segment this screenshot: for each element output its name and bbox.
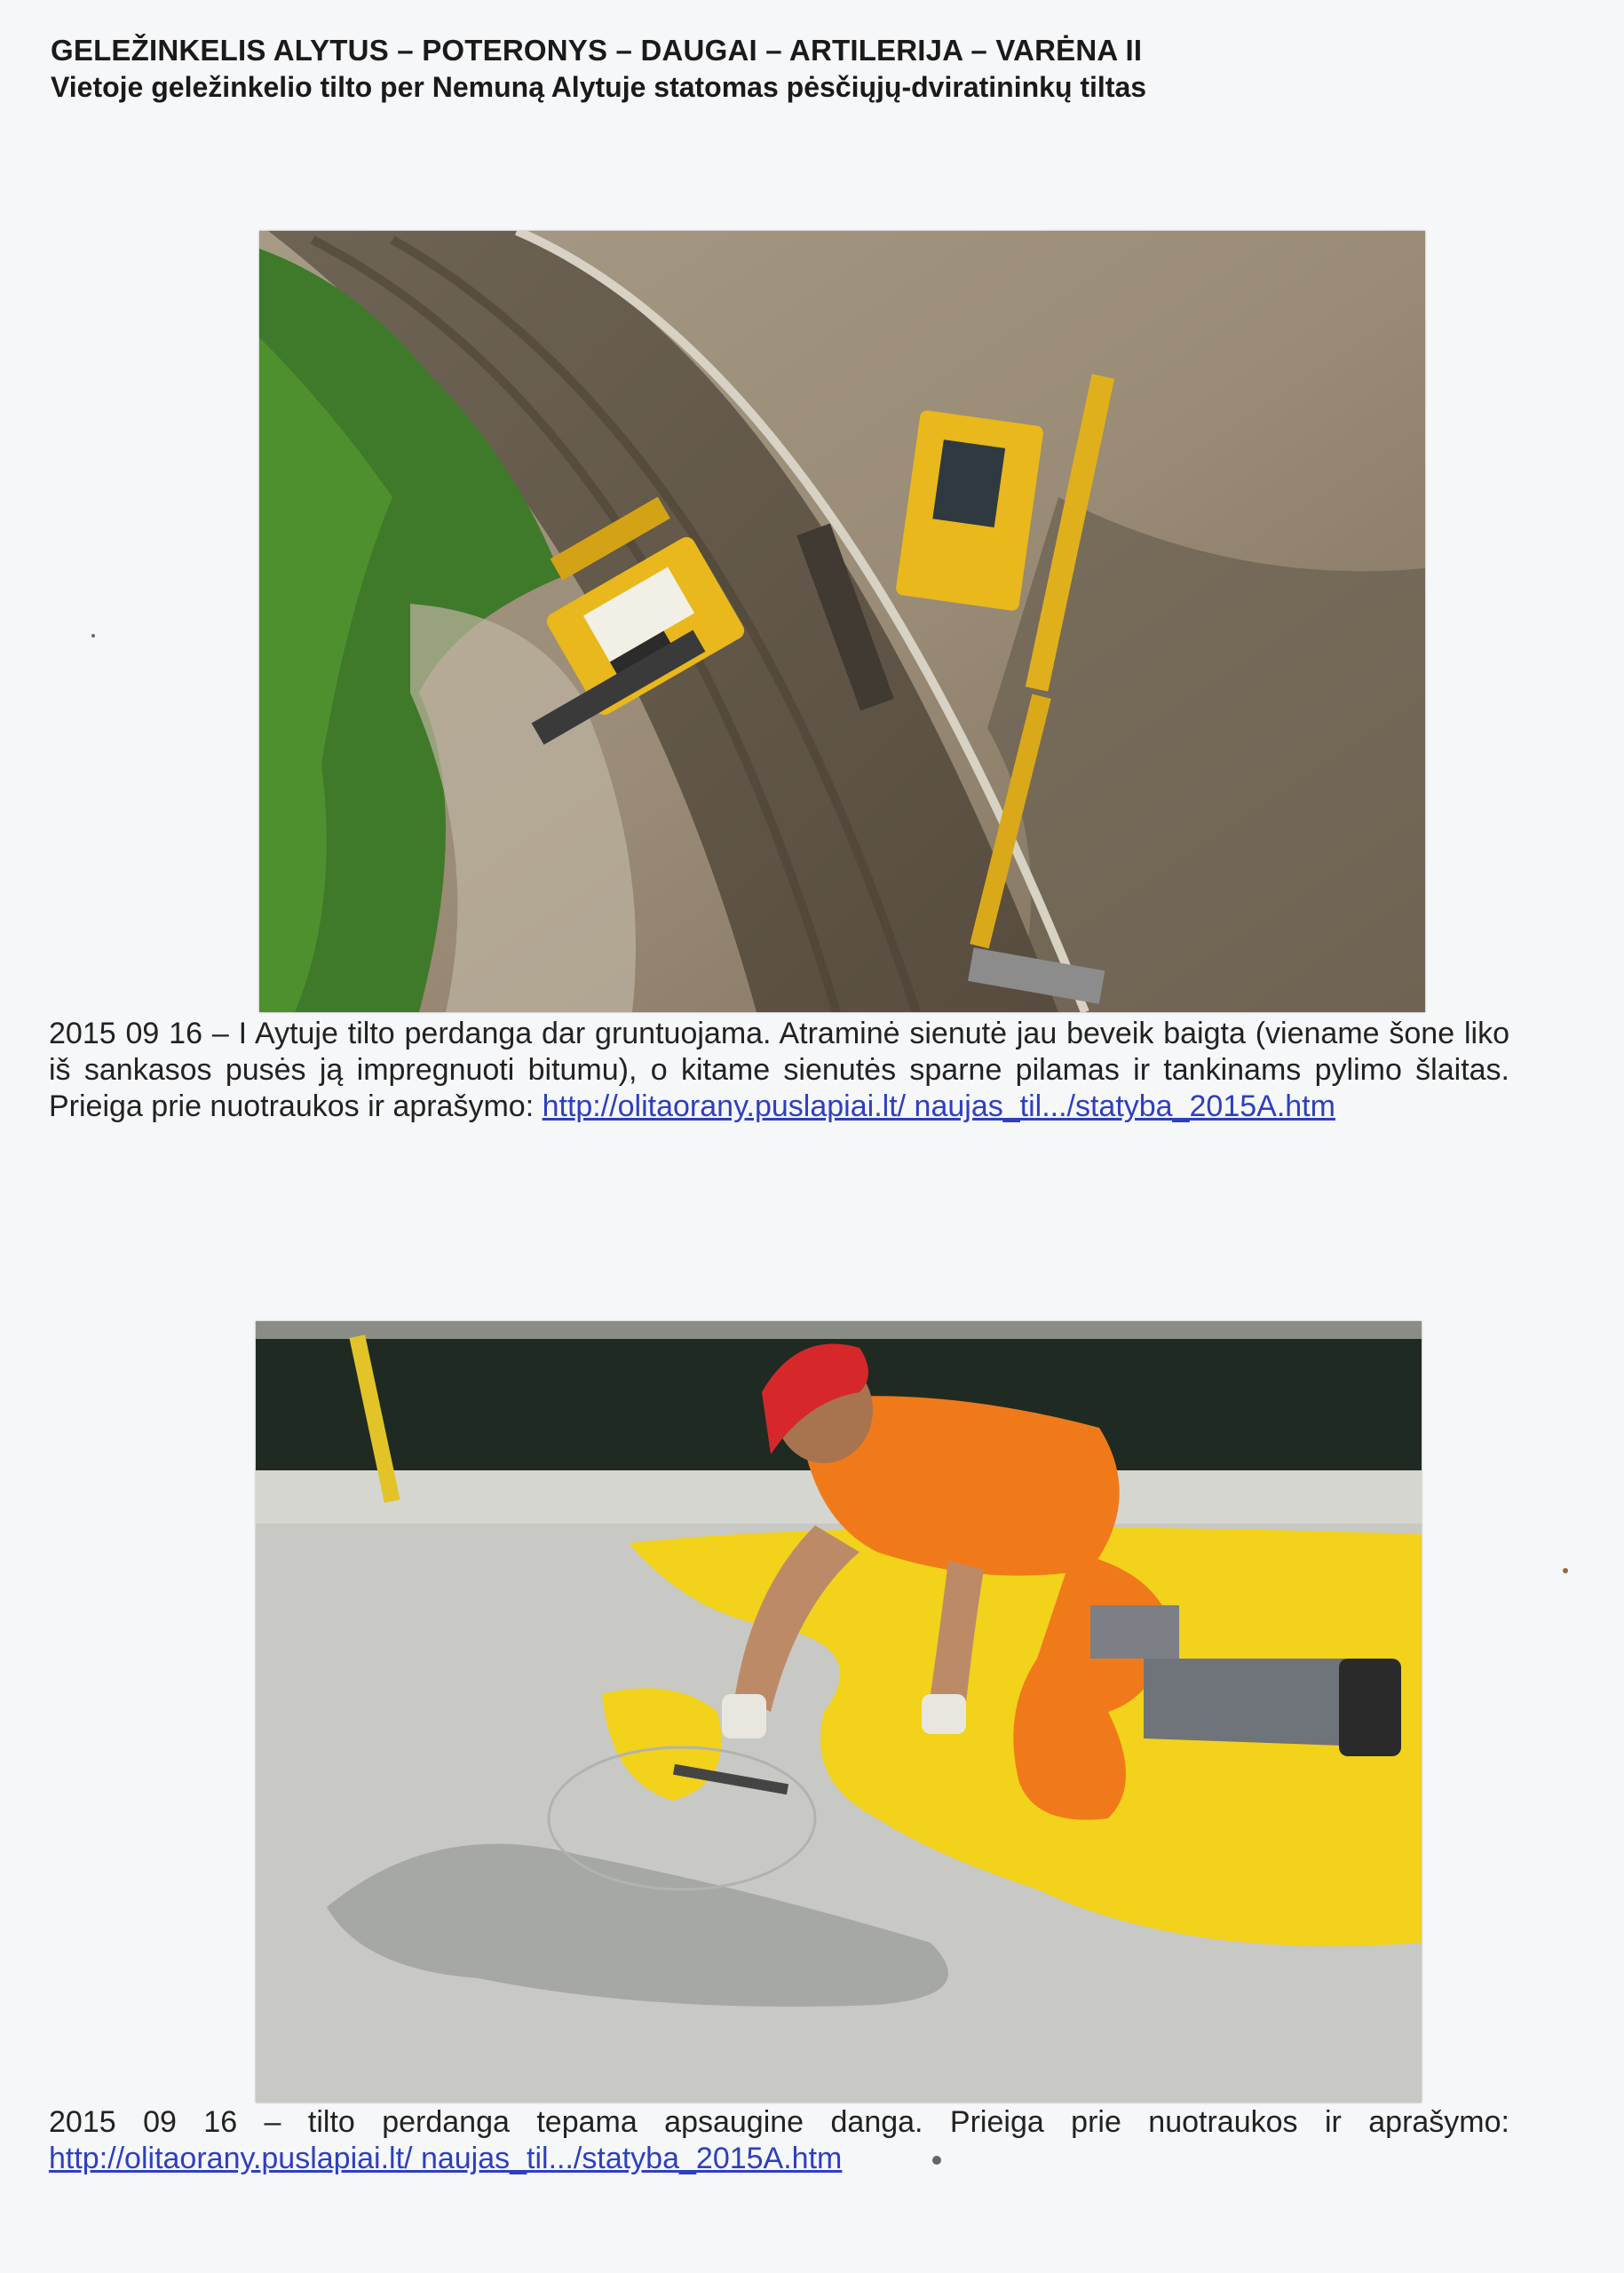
page-subtitle: Vietoje geležinkelio tilto per Nemuną Alytuje statomas pėsčiųjų-dviratininkų tiltas — [51, 71, 1147, 103]
photo-caption — [49, 1016, 1509, 1125]
scan-speck — [1563, 1568, 1568, 1573]
page-title: GELEŽINKELIS ALYTUS – POTERONYS – DAUGAI – ARTILERIJA – VARĖNA II — [51, 34, 1143, 67]
scan-speck — [932, 2156, 941, 2165]
photo-link[interactable]: http://olitaorany.puslapiai.lt/ naujas_til.../statyba_2015A.htm — [49, 2142, 843, 2175]
caption-text: 2015 09 16 – tilto perdanga tepama apsaugine danga. Prieiga prie nuotraukos ir aprašymo: — [49, 2105, 1509, 2139]
scan-speck — [91, 634, 95, 638]
construction-site-photo — [259, 231, 1425, 1012]
caption-text: 2015 09 16 – I Aytuje tilto perdanga dar gruntuojama. Atraminė sienutė jau beveik baigta (viename šone liko iš sankasos pusės ją impregnuoti bitumu), o kitame sienutės sparne pilamas ir tankinams pylimo šlaitas. Prieiga prie nuotraukos ir aprašymo: — [49, 1017, 1509, 1123]
photo-caption — [49, 2104, 1509, 2177]
construction-site-image — [259, 231, 1425, 1012]
bridge-coating-photo — [256, 1321, 1422, 2103]
bridge-coating-image — [256, 1321, 1422, 2103]
photo-link[interactable]: http://olitaorany.puslapiai.lt/ naujas_til.../statyba_2015A.htm — [542, 1089, 1335, 1123]
